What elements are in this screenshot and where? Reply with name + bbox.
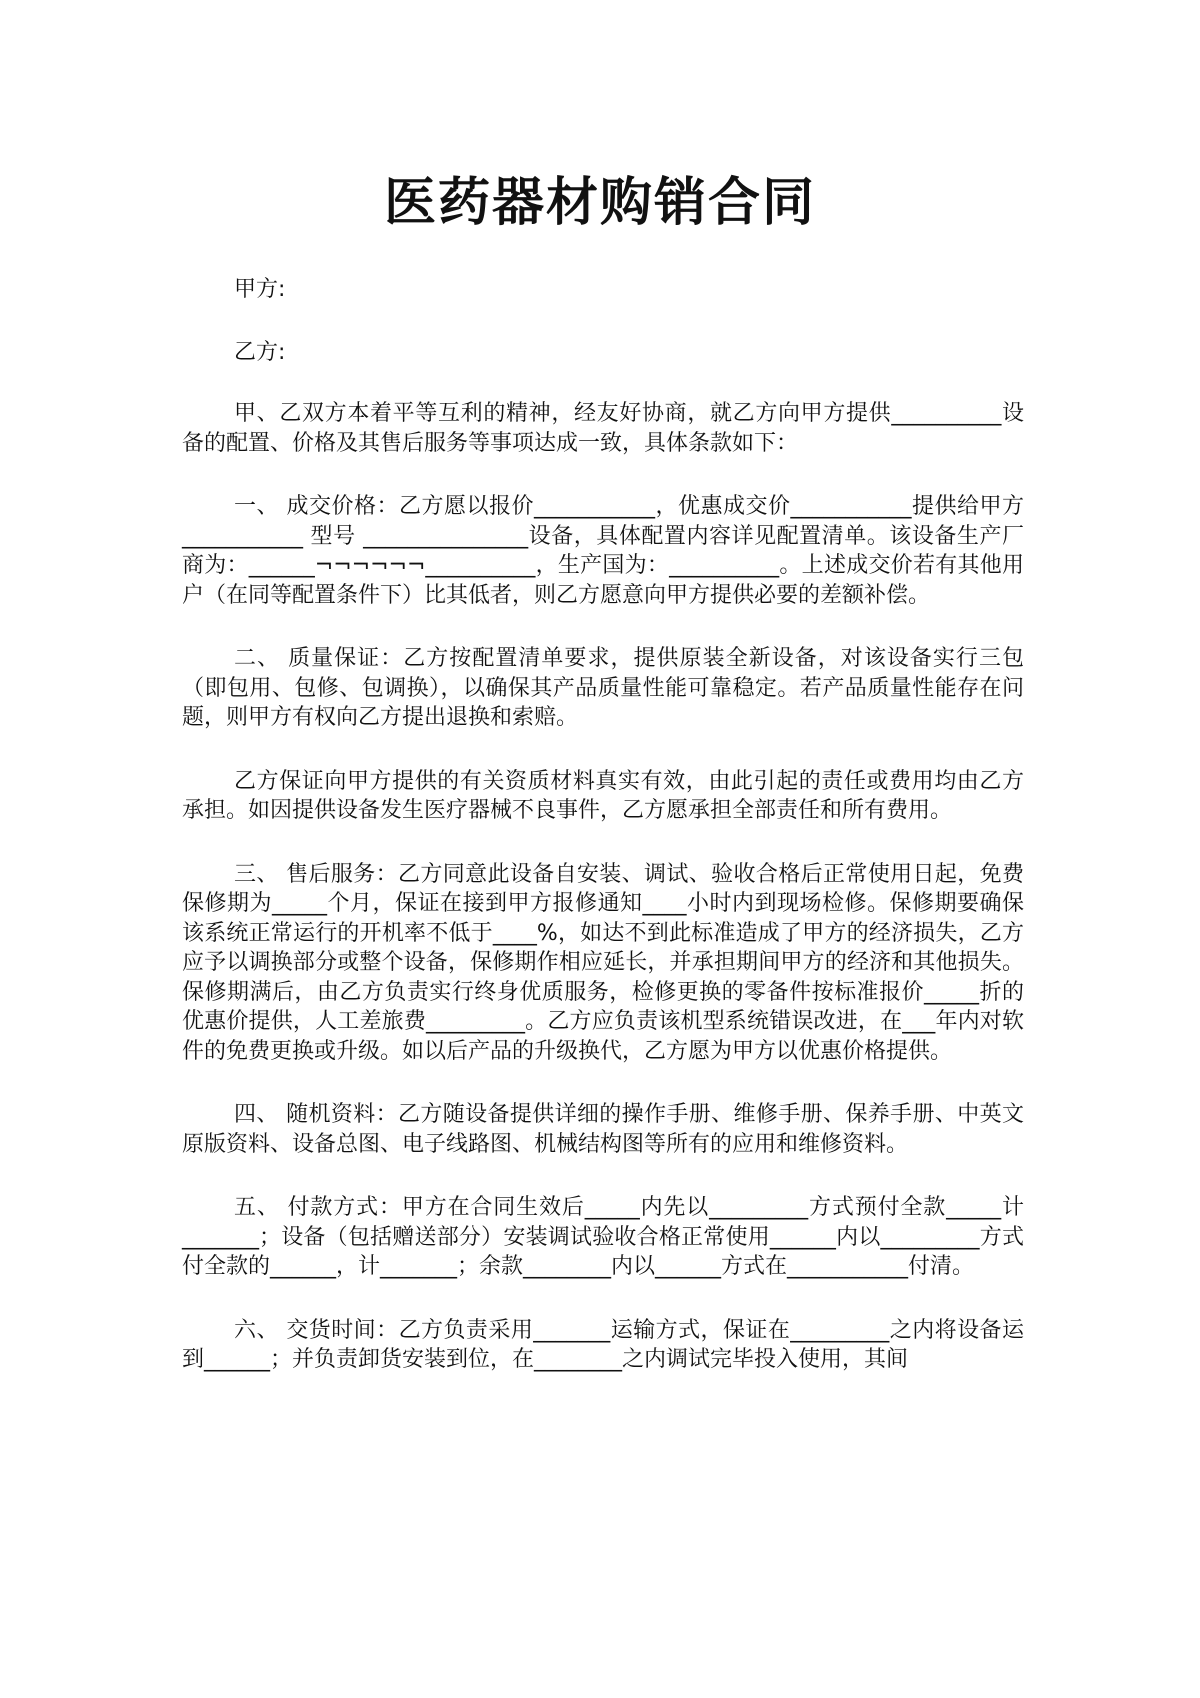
clause-2-supplement: 乙方保证向甲方提供的有关资质材料真实有效，由此引起的责任或费用均由乙方承担。如因提供设备发生医疗器械不良事件，乙方愿承担全部责任和所有费用。 (182, 768, 1024, 823)
party-a-label: 甲方: (234, 277, 286, 302)
party-b-label: 乙方: (234, 339, 286, 365)
clause-1-price: 一、 成交价格：乙方愿以报价___________，优惠成交价___________提供给甲方___________ 型号 _______________设备，具体配置内容详见配置清单。该设备生产厂商为：______¬¬¬¬¬¬__________，生产国为：__________。上述成交价若有其他用户（在同等配置条件下）比其低者，则乙方愿意向甲方提供必要的差额补偿。 (182, 494, 1024, 608)
document-title: 医药器材购销合同 (383, 173, 816, 233)
preamble-paragraph: 甲、乙双方本着平等互利的精神，经友好协商，就乙方向甲方提供__________设备的配置、价格及其售后服务等事项达成一致，具体条款如下： (182, 401, 1024, 456)
clause-4-materials: 四、 随机资料：乙方随设备提供详细的操作手册、维修手册、保养手册、中英文原版资料、设备总图、电子线路图、机械结构图等所有的应用和维修资料。 (182, 1102, 1024, 1157)
clause-3-after-sales: 三、 售后服务：乙方同意此设备自安装、调试、验收合格后正常使用日起，免费保修期为_____个月，保证在接到甲方报修通知____小时内到现场检修。保修期要确保该系统正常运行的开机率不低于____%，如达不到此标准造成了甲方的经济损失，乙方应予以调换部分或整个设备，保修期作相应延长，并承担期间甲方的经济和其他损失。保修期满后，由乙方负责实行终身优质服务，检修更换的零备件按标准报价_____折的优惠价提供，人工差旅费_________。乙方应负责该机型系统错误改进，在___年内对软件的免费更换或升级。如以后产品的升级换代，乙方愿为甲方以优惠价格提供。 (182, 861, 1024, 1064)
clause-6-delivery: 六、 交货时间：乙方负责采用_______运输方式，保证在_________之内将设备运到______；并负责卸货安装到位，在________之内调试完毕投入使用，其间 (182, 1317, 1024, 1372)
clause-5-payment: 五、 付款方式：甲方在合同生效后_____内先以_________方式预付全款_____计_______；设备（包括赠送部分）安装调试验收合格正常使用______内以_________方式付全款的______，计_______；余款________内以______方式在___________付清。 (182, 1195, 1024, 1279)
document-body (182, 275, 1024, 1409)
clause-2-quality: 二、 质量保证：乙方按配置清单要求，提供原装全新设备，对该设备实行三包（即包用、包修、包调换），以确保其产品质量性能可靠稳定。若产品质量性能存在问题，则甲方有权向乙方提出退换和索赔。 (182, 646, 1024, 730)
